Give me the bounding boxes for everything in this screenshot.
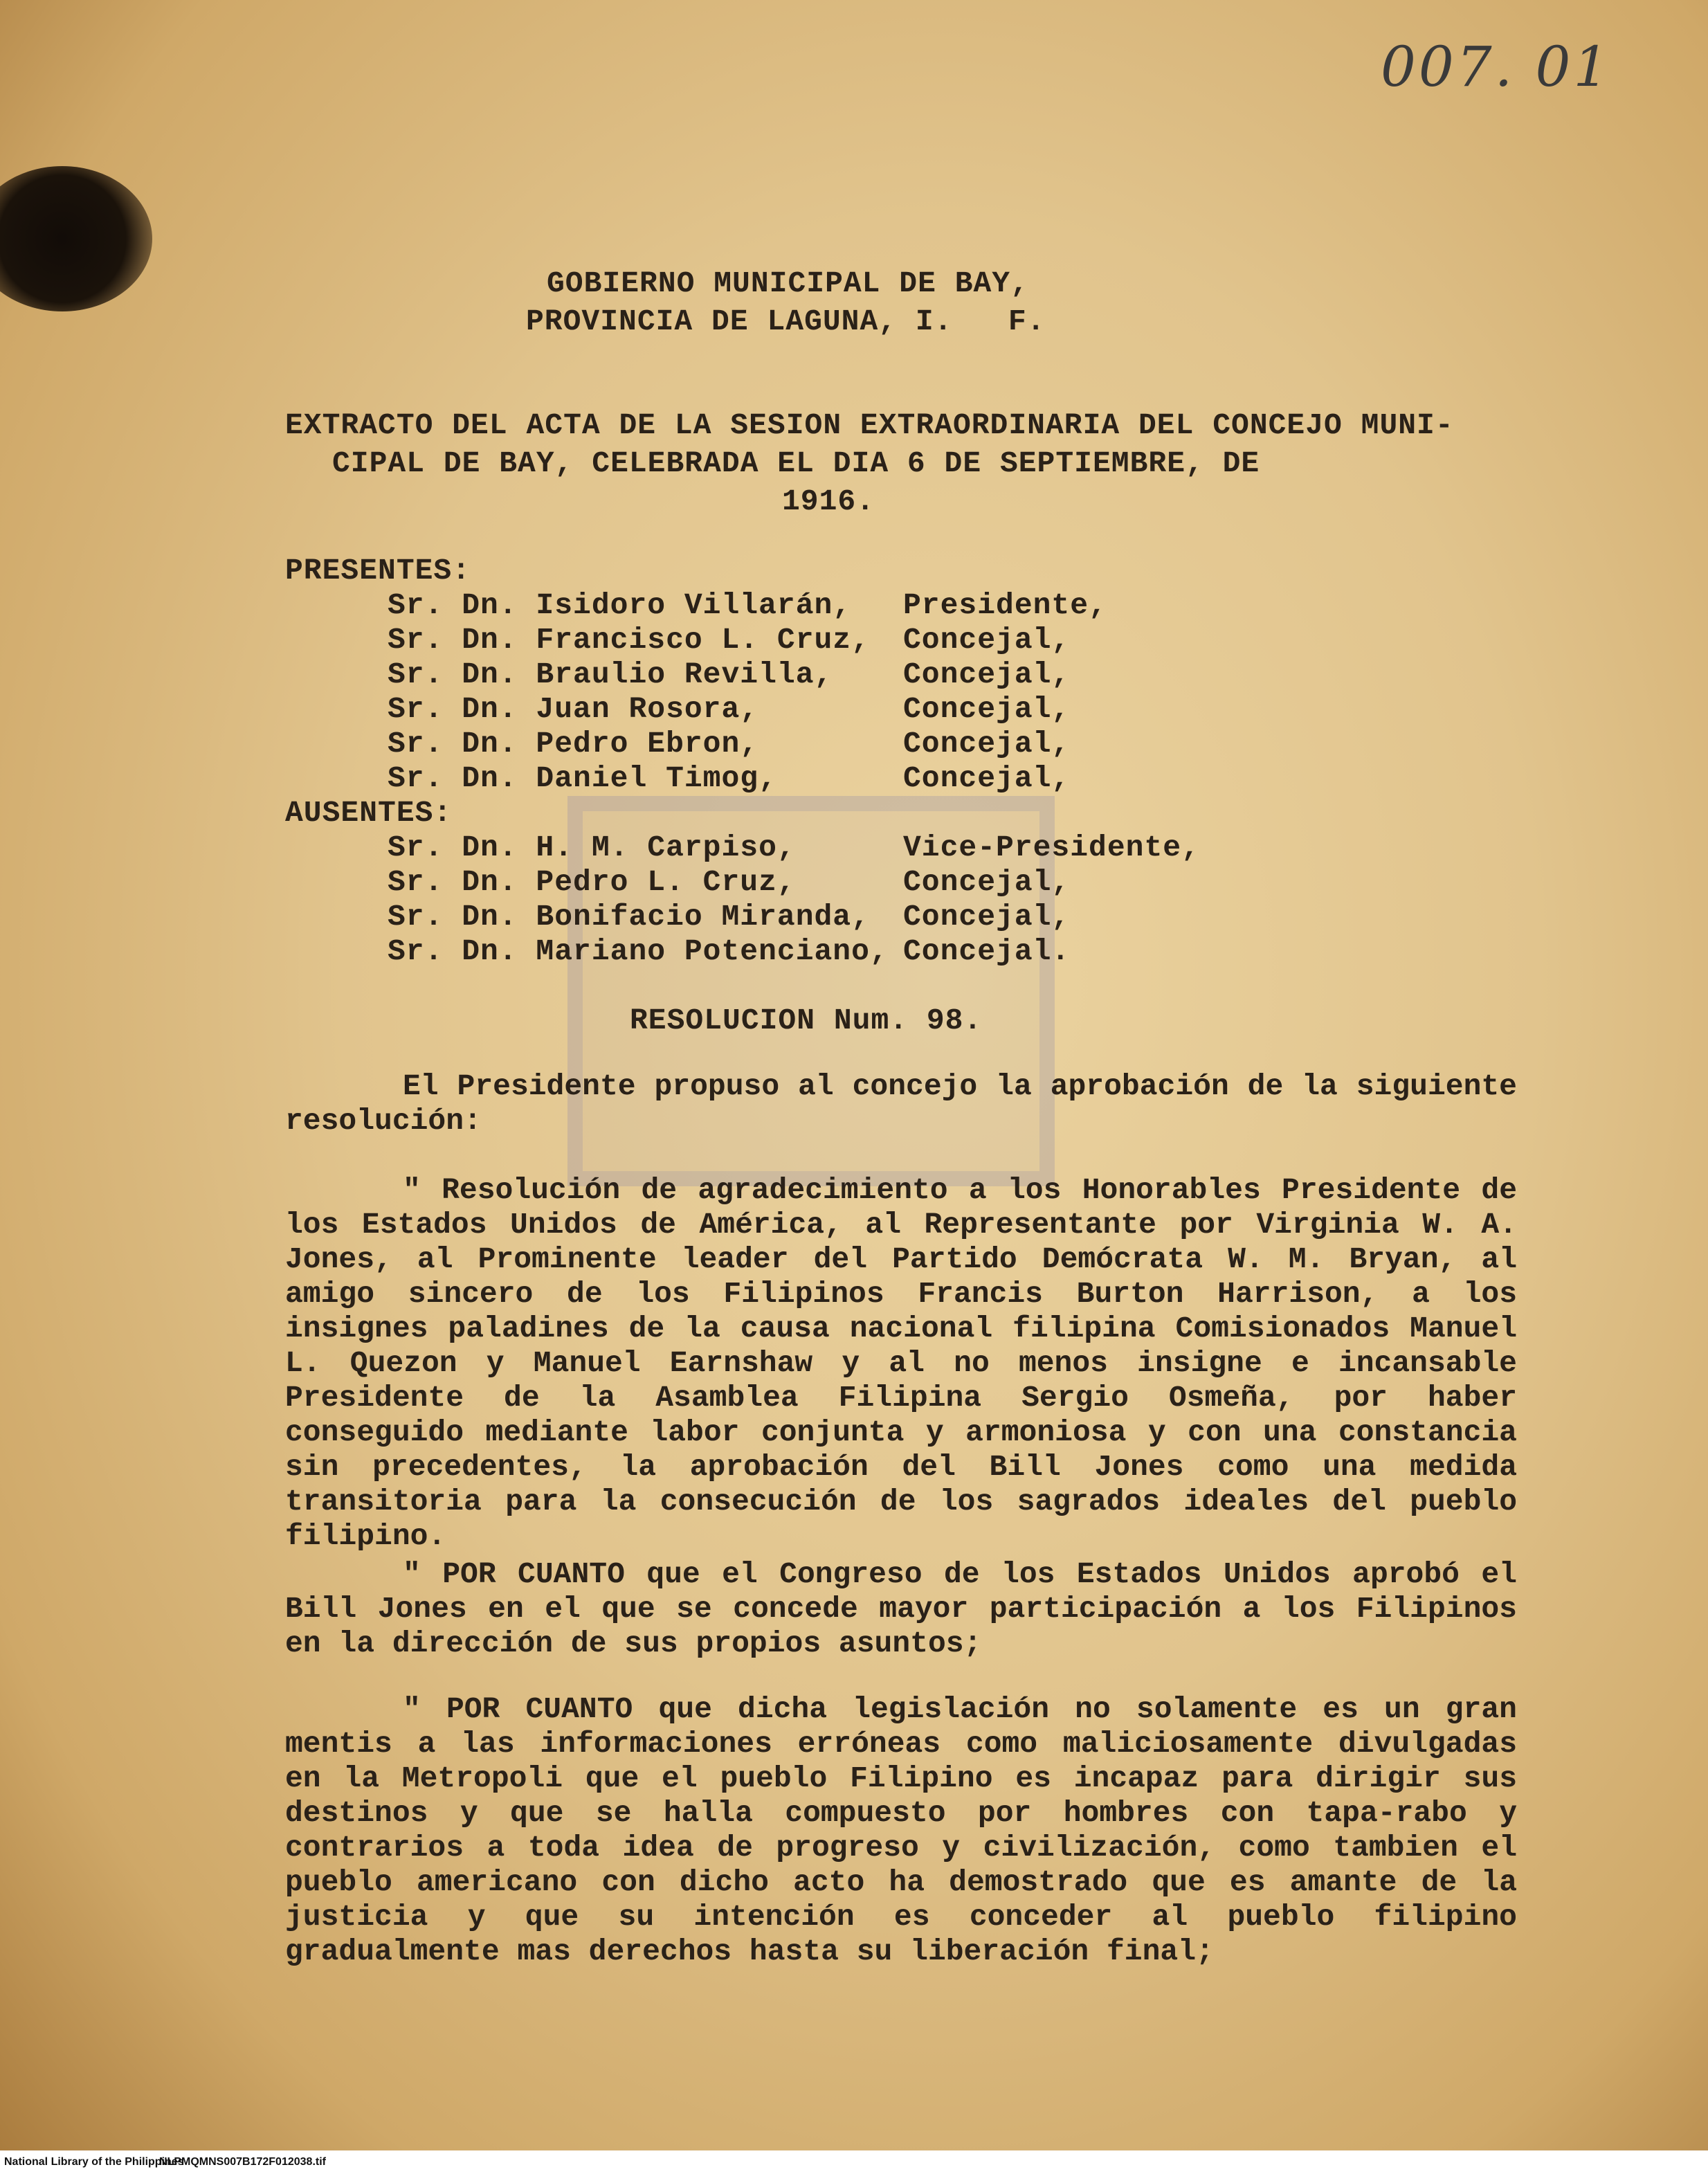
- member-role: Vice-Presidente,: [903, 831, 1200, 864]
- member-role: Presidente,: [903, 588, 1107, 622]
- member-name: Sr. Dn. Isidoro Villarán,: [388, 588, 852, 622]
- presentes-label: PRESENTES:: [285, 554, 471, 588]
- member-name: Sr. Dn. Pedro L. Cruz,: [388, 865, 796, 899]
- resolution-heading: RESOLUCION Num. 98.: [630, 1004, 983, 1038]
- handwritten-annotation: 007. 01: [1381, 35, 1612, 99]
- member-role: Concejal,: [903, 761, 1071, 795]
- archive-footer: [0, 2150, 1708, 2174]
- member-role: Concejal.: [903, 934, 1071, 968]
- member-name: Sr. Dn. Pedro Ebron,: [388, 727, 759, 761]
- member-name: Sr. Dn. Mariano Potenciano,: [388, 934, 889, 968]
- member-name: Sr. Dn. Juan Rosora,: [388, 692, 759, 726]
- member-name: Sr. Dn. Braulio Revilla,: [388, 658, 833, 691]
- ausentes-label: AUSENTES:: [285, 796, 453, 830]
- header-line-2: PROVINCIA DE LAGUNA, I. F.: [526, 305, 1046, 338]
- title-line-2: CIPAL DE BAY, CELEBRADA EL DIA 6 DE SEPTIEMBRE, DE: [332, 446, 1260, 480]
- member-name: Sr. Dn. Daniel Timog,: [388, 761, 777, 795]
- member-name: Sr. Dn. Bonifacio Miranda,: [388, 900, 870, 934]
- footer-filename: NLPMQMNS007B172F012038.tif: [159, 2156, 326, 2168]
- paragraph-por-cuanto-2: " POR CUANTO que dicha legislación no solamente es un gran mentis a las informaciones erróneas como maliciosamente divulgadas en la Metropoli que el pueblo Filipino es incapaz para dirigir sus destinos y que se halla compuesto por hombres con tapa-rabo y contrarios a toda idea de progreso y civilización, como tambien el pueblo americano con dicho acto ha demostrado que es amante de la justicia y que su intención es conceder al pueblo filipino gradualmente mas derechos hasta su liberación final;: [285, 1692, 1517, 1968]
- title-line-1: EXTRACTO DEL ACTA DE LA SESION EXTRAORDINARIA DEL CONCEJO MUNI-: [285, 408, 1454, 442]
- member-role: Concejal,: [903, 692, 1071, 726]
- member-role: Concejal,: [903, 623, 1071, 657]
- header-line-1: GOBIERNO MUNICIPAL DE BAY,: [547, 266, 1029, 300]
- ink-blot: [0, 166, 152, 311]
- member-role: Concejal,: [903, 900, 1071, 934]
- member-name: Sr. Dn. H. M. Carpiso,: [388, 831, 796, 864]
- paragraph-resolution: " Resolución de agradecimiento a los Honorables Presidente de los Estados Unidos de América, al Representante por Virginia W. A. Jones, al Prominente leader del Partido Demócrata W. M. Bryan, al amigo sincero de los Filipinos Francis Burton Harrison, a los insignes paladines de la causa nacional filipina Comisionados Manuel L. Quezon y Manuel Earnshaw y al no menos insigne e incansable Presidente de la Asamblea Filipina Sergio Osmeña, por haber conseguido mediante labor conjunta y armoniosa y con una constancia sin precedentes, la aprobación del Bill Jones como una medida transitoria para la consecución de los sagrados ideales del pueblo filipino.: [285, 1173, 1517, 1553]
- title-line-3: 1916.: [782, 484, 875, 518]
- footer-library: National Library of the Philippines: [4, 2156, 184, 2168]
- member-role: Concejal,: [903, 865, 1071, 899]
- paragraph-intro: El Presidente propuso al concejo la aprobación de la siguiente resolución:: [285, 1069, 1517, 1138]
- member-role: Concejal,: [903, 727, 1071, 761]
- member-role: Concejal,: [903, 658, 1071, 691]
- member-name: Sr. Dn. Francisco L. Cruz,: [388, 623, 870, 657]
- paragraph-por-cuanto-1: " POR CUANTO que el Congreso de los Estados Unidos aprobó el Bill Jones en el que se concede mayor participación a los Filipinos en la dirección de sus propios asuntos;: [285, 1557, 1517, 1660]
